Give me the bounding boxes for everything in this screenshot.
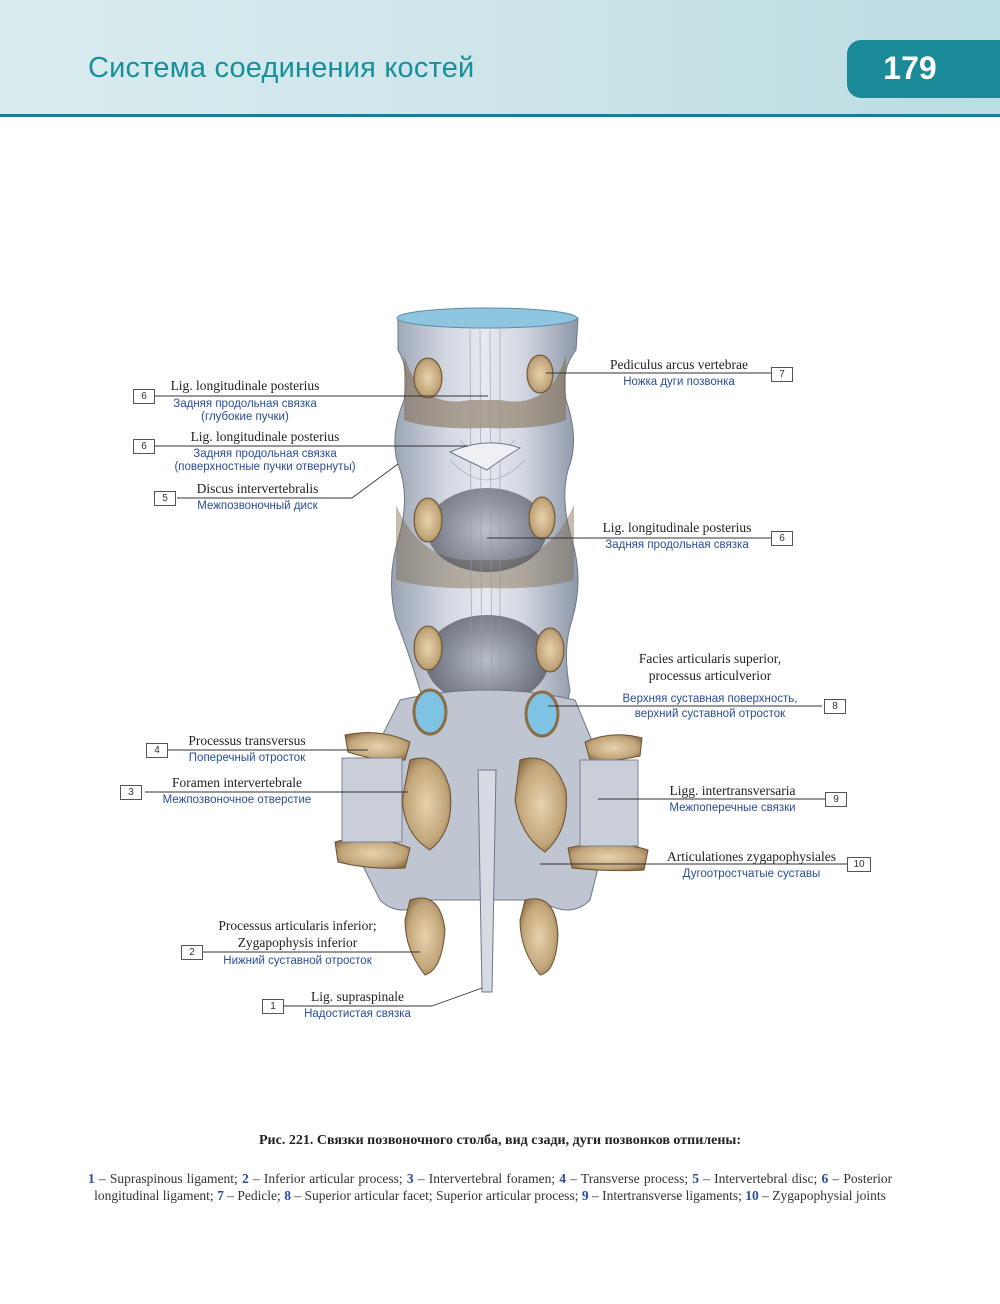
label-ru-7: Ножка дуги позвонка [623,376,735,388]
label-number-6a: 6 [133,389,155,404]
pedicle-cut-1r [527,355,553,393]
label-number-4: 4 [146,743,168,758]
inferior-articular-process-left [405,898,445,975]
pedicle-cut-2r [529,497,555,539]
label-latin-2-line1: Processus articularis inferior; [218,918,377,933]
label-ru-6a-line1: Задняя продольная связка [173,398,317,410]
legend-text: Intervertebral foramen; [428,1171,556,1186]
pedicle-cut-2l [414,498,442,542]
label-latin-8-line2: processus articulverior [648,668,772,683]
label-latin-6b: Lig. longitudinale posterius [190,429,340,444]
label-ru-3: Межпозвоночное отверстие [162,794,312,806]
legend-num: 7 [217,1188,224,1203]
legend-num: 10 [745,1188,759,1203]
label-latin-4: Processus transversus [188,733,306,748]
label-latin-1: Lig. supraspinale [311,989,404,1004]
label-ru-6c: Задняя продольная связка [605,539,749,551]
superior-articular-facet-left [414,690,446,734]
label-ru-5: Межпозвоночный диск [197,500,318,512]
legend-text: Transverse process; [580,1171,689,1186]
legend-num: 3 [406,1171,414,1186]
label-latin-6a: Lig. longitudinale posterius [170,378,320,393]
label-number-7: 7 [771,367,793,382]
legend-text: Posterior longitudinal ligament; [94,1171,893,1203]
label-ru-2: Нижний суставной отросток [223,955,372,967]
label-number-6c: 6 [771,531,793,546]
legend-text: Supraspinous ligament; [109,1171,238,1186]
legend-text: Intertransverse ligaments; [602,1188,742,1203]
label-ru-8-line2: верхний суставной отросток [634,708,786,720]
legend-text: Inferior articular process; [263,1171,403,1186]
intertransverse-ligament-left [342,758,402,842]
section-title: Система соединения костей [88,52,475,84]
label-number-10: 10 [847,857,871,872]
label-latin-7: Pediculus arcus vertebrae [610,357,748,372]
spinal-canal-1 [427,488,547,572]
legend-text: Superior articular facet; Superior articular process; [304,1188,579,1203]
intertransverse-ligament-right [580,760,638,846]
label-ru-9: Межпоперечные связки [669,802,796,814]
superior-articular-facet-right [526,692,558,736]
supraspinous-ligament [478,770,496,992]
label-latin-10: Articulationes zygapophysiales [666,849,837,864]
legend-num: 5 [692,1171,700,1186]
label-number-8: 8 [824,699,846,714]
label-ru-6b-line1: Задняя продольная связка [193,448,337,460]
legend-num: 4 [559,1171,567,1186]
transverse-process-right-2 [568,843,648,870]
label-number-1: 1 [262,999,284,1014]
label-latin-3: Foramen intervertebrale [171,775,303,790]
label-latin-9: Ligg. intertransversaria [669,783,796,798]
figure-legend: 1 – Supraspinous ligament; 2 – Inferior articular process; 3 – Intervertebral foramen; 4 – Transverse process; 5 – Intervertebral disc; 6 – Posterior longitudinal ligament; 7 – Pedicle; 8 – Superior articular facet; Superior articular process; 9 – Intertransverse ligaments; 10 – Zygapophysial joints [88,1171,893,1203]
label-latin-5: Discus intervertebralis [196,481,319,496]
pedicle-cut-3r [536,628,564,672]
pedicle-cut-1l [414,358,442,398]
label-number-3: 3 [120,785,142,800]
label-latin-6c: Lig. longitudinale posterius [602,520,752,535]
legend-text: Zygapophysial joints [772,1188,886,1203]
pedicle-cut-3l [414,626,442,670]
label-ru-4: Поперечный отросток [188,752,306,764]
label-ru-1: Надостистая связка [304,1008,411,1020]
legend-text: Intervertebral disc; [714,1171,818,1186]
legend-text: Pedicle; [237,1188,281,1203]
label-latin-2-line2: Zygapophysis inferior [237,935,358,950]
label-number-9: 9 [825,792,847,807]
label-latin-8-line1: Facies articularis superior, [638,651,782,666]
inferior-articular-process-right [520,899,558,975]
legend-num: 9 [581,1188,589,1203]
legend-num: 8 [284,1188,291,1203]
figure-caption-title: Рис. 221. Связки позвоночного столба, вид сзади, дуги позвонков отпилены: [259,1133,741,1148]
label-ru-8-line1: Верхняя суставная поверхность, [622,693,798,705]
legend-num: 1 [88,1171,95,1186]
legend-num: 2 [242,1171,249,1186]
transverse-process-right [585,735,642,761]
label-number-6b: 6 [133,439,155,454]
page-number: 179 [883,50,937,86]
label-ru-6b-line2: (поверхностные пучки отвернуты) [174,461,356,473]
label-ru-10: Дугоотростчатые суставы [682,868,821,880]
legend-num: 6 [821,1171,829,1186]
label-ru-6a-line2: (глубокие пучки) [201,411,289,423]
label-number-5: 5 [154,491,176,506]
top-disc-surface [397,308,577,328]
label-number-2: 2 [181,945,203,960]
